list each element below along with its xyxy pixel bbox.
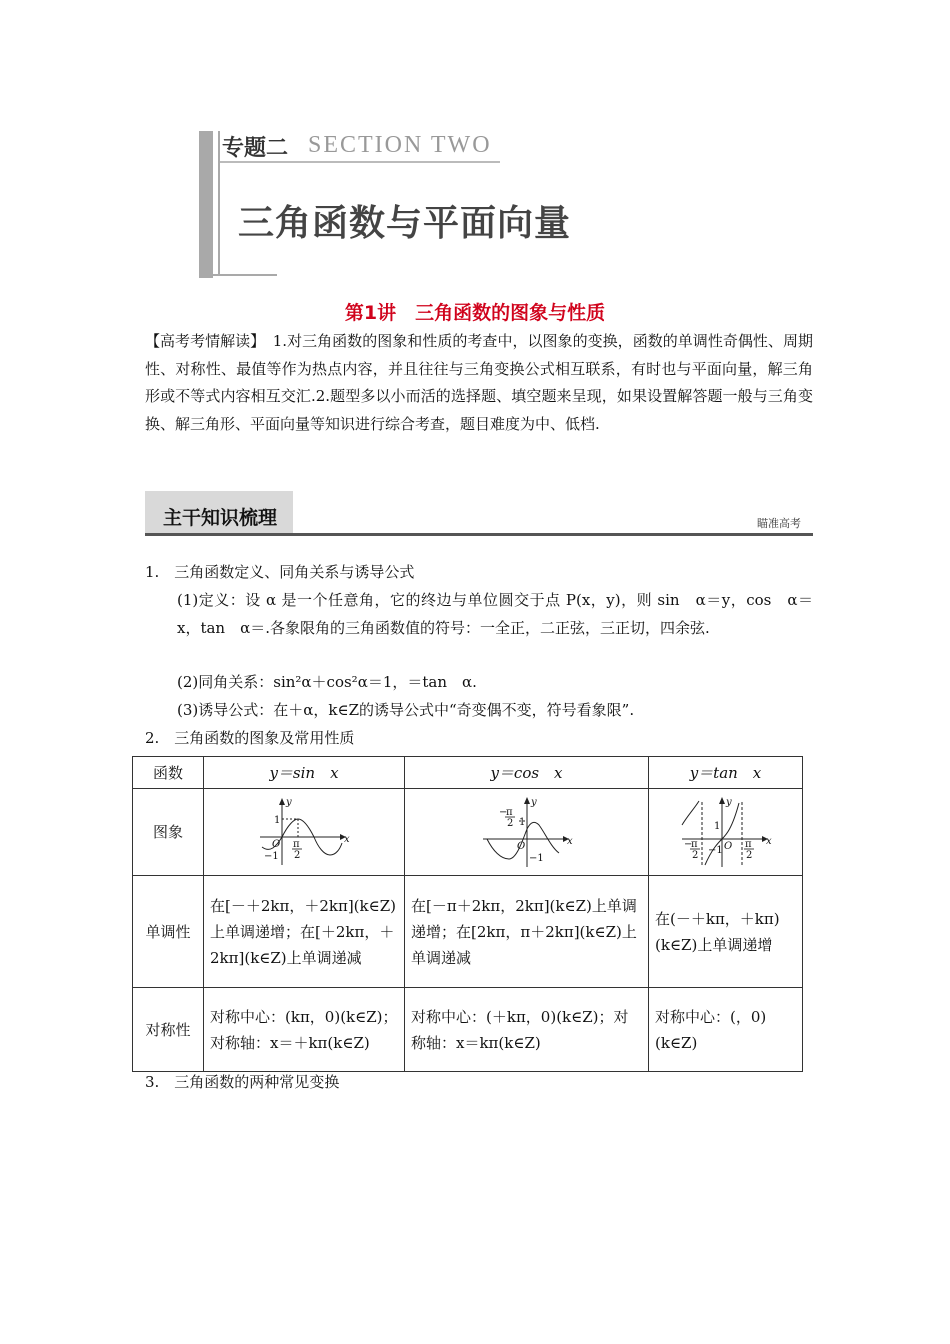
tick-pi: π [744,839,752,850]
chapter-title: 三角函数与平面向量 [238,203,572,244]
item3-title: 3. 三角函数的两种常见变换 [145,1073,340,1091]
sin-graph-cell [204,789,405,876]
axis-x-label: x [344,834,350,845]
banner-rule [220,161,500,163]
table-header-row [133,757,803,789]
header-tan: y＝tan x [649,757,803,789]
trig-properties-table [132,756,803,1072]
tick-pi: π [690,839,698,850]
intro-paragraph: 【高考考情解读】 1.对三角函数的图象和性质的考查中，以图象的变换，函数的单调性奇偶性、周期性、对称性、最值等作为热点内容，并且往往与三角变换公式相互联系，有时也与平面向量，解三角形或不等式内容相互交汇.2.题型多以小而活的选择题、填空题来呈现，如果设置解答题一般与三角变换、解三角形、平面向量等知识进行综合考查，题目难度为中、低档. [145,332,813,433]
tick-minus: − [498,807,507,818]
sin-monotonicity: 在[－＋2kπ，＋2kπ](k∈Z)上单调递增；在[＋2kπ，＋2kπ](k∈Z)上单调递减 [204,876,405,988]
axis-y-label: y [530,797,537,808]
banner-line [218,131,220,276]
tick-one: 1 [713,821,720,832]
tick-minus: − [683,839,692,850]
cos-graph [479,795,575,869]
section-title: 主干知识梳理 [163,507,278,529]
tick-neg-one: −1 [528,853,544,864]
table-monotonicity-row [133,876,803,988]
same-angle-relation: (2)同角关系：sin²α＋cos²α＝1，＝tan α. [177,673,477,691]
axis-y-label: y [286,797,292,808]
item1-title: 1. 三角函数定义、同角关系与诱导公式 [145,563,415,581]
sin-graph [256,795,352,869]
axis-x-label: x [765,836,772,847]
banner-line [213,274,277,276]
tick-two: 2 [745,850,752,861]
lecture-title: 第1讲 三角函数的图象与性质 [344,302,606,324]
tick-one: 1 [274,815,281,826]
tick-pi: π [505,807,513,818]
tick-two: 2 [506,818,513,829]
row-label-graph: 图象 [133,789,204,876]
definition-paragraph: (1)定义：设 α 是一个任意角，它的终边与单位圆交于点 P(x，y)，则 sin α＝y，cos α＝x，tan α＝.各象限角的三角函数值的符号：一全正，二正弦，三正切，四余弦. [177,591,813,637]
section-rule [145,533,813,536]
origin-label: O [516,841,525,852]
origin-label: O [272,839,281,850]
section-english: SECTION TWO [308,132,492,158]
tick-neg-one: −1 [264,851,279,862]
tick-pi: π [293,839,300,850]
tan-monotonicity: 在(－＋kπ，＋kπ)(k∈Z)上单调递增 [649,876,803,988]
induction-formula: (3)诱导公式：在＋α，k∈Z的诱导公式中“奇变偶不变，符号看象限”. [177,701,635,719]
axis-x-label: x [566,836,573,847]
sin-symmetry: 对称中心：(kπ，0)(k∈Z)；对称轴：x＝＋kπ(k∈Z) [204,988,405,1072]
tick-one: 1 [518,817,525,828]
axis-y-label: y [725,797,732,808]
cos-graph-cell [405,789,649,876]
section-tag: 瞄准高考 [757,517,801,530]
header-sin: y＝sin x [204,757,405,789]
tan-graph [678,795,774,869]
banner-bar [199,131,213,278]
series-label: 专题二 [222,136,289,161]
header-function: 函数 [133,757,204,789]
cos-symmetry: 对称中心：(＋kπ，0)(k∈Z)；对称轴：x＝kπ(k∈Z) [405,988,649,1072]
row-label-monotonicity: 单调性 [133,876,204,988]
tick-two: 2 [294,850,301,861]
row-label-symmetry: 对称性 [133,988,204,1072]
tick-two: 2 [691,850,698,861]
item2-title: 2. 三角函数的图象及常用性质 [145,729,355,747]
tan-symmetry: 对称中心：(，0)(k∈Z) [649,988,803,1072]
table-graph-row [133,789,803,876]
cos-monotonicity: 在[－π＋2kπ，2kπ](k∈Z)上单调递增；在[2kπ，π＋2kπ](k∈Z)上单调递减 [405,876,649,988]
tick-neg-one: −1 [707,845,723,856]
origin-label: O [723,841,732,852]
table-symmetry-row [133,988,803,1072]
tan-graph-cell [649,789,803,876]
header-cos: y＝cos x [405,757,649,789]
